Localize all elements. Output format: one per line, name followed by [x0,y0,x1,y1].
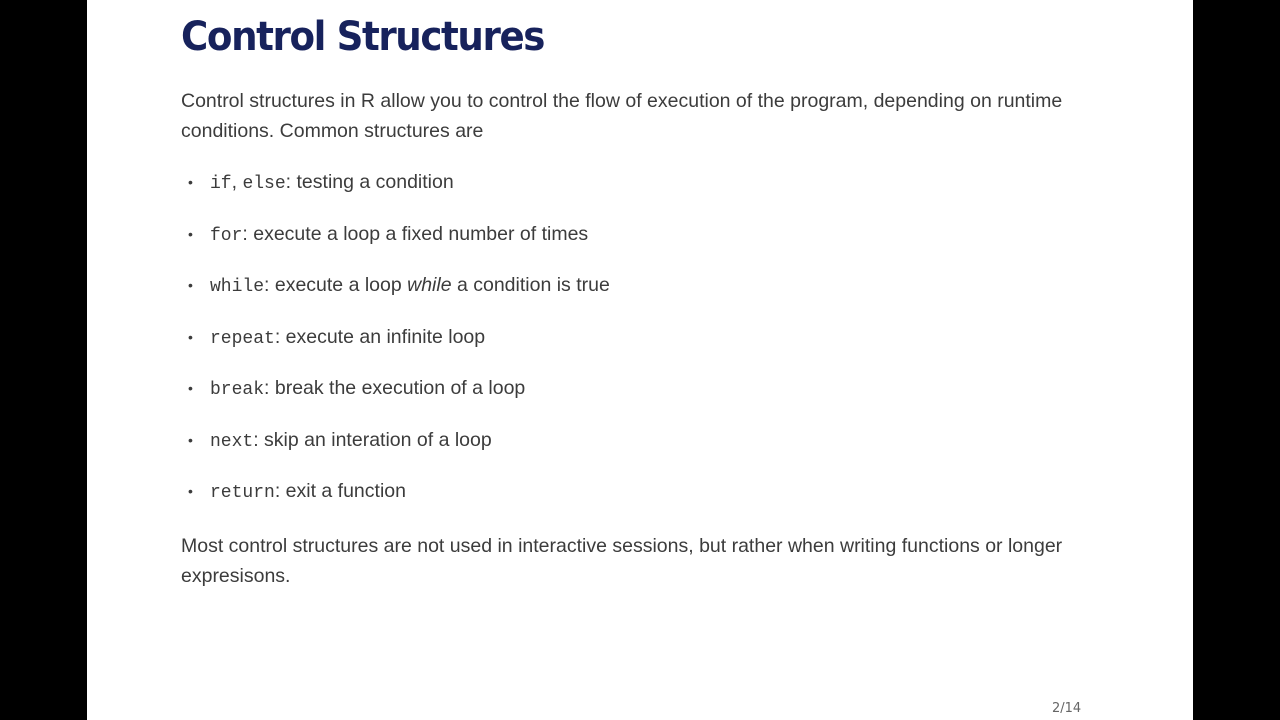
emphasis-text: while [407,274,452,296]
page-number: 2/14 [1052,701,1082,716]
slide [87,0,1193,720]
bullet-icon: • [188,328,193,345]
list-item-next [181,425,610,477]
code-keyword: next [210,431,254,452]
bullet-icon: • [188,483,193,499]
list-item-repeat [181,322,610,374]
item-description: : testing a condition [285,171,454,193]
item-description: : skip an interation of a loop [253,428,492,451]
item-description: : execute a loop [264,274,408,296]
list-item-break [181,373,610,425]
code-keyword: return [210,483,275,503]
separator: , [231,171,243,193]
item-description: : execute a loop a fixed number of times [242,222,589,245]
code-keyword: else [242,174,286,194]
code-keyword: for [210,225,243,246]
item-description: : execute an infinite loop [274,325,486,348]
item-description: : exit a function [274,480,406,502]
outro-paragraph: Most control structures are not used in interactive sessions, but rather when writing functions or longer expresisons. [181,535,1063,587]
item-description-tail: a condition is true [451,274,610,296]
control-structures-list [181,167,610,528]
bullet-icon: • [188,277,193,293]
bullet-icon: • [188,225,193,242]
bullet-icon: • [188,380,193,396]
list-item-while [181,270,610,322]
code-keyword: if [210,174,232,194]
code-keyword: while [210,277,265,297]
list-item-return [181,476,610,528]
slide-title: Control Structures [181,14,545,60]
intro-paragraph: Control structures in R allow you to control the flow of execution of the program, depending on runtime conditions. Common structures are [181,90,1063,142]
code-keyword: break [210,380,265,400]
code-keyword: repeat [210,328,275,349]
list-item-for [181,219,610,271]
bullet-icon: • [188,431,193,448]
list-item-if-else [181,167,610,219]
item-description: : break the execution of a loop [264,377,526,399]
bullet-icon: • [188,174,193,190]
